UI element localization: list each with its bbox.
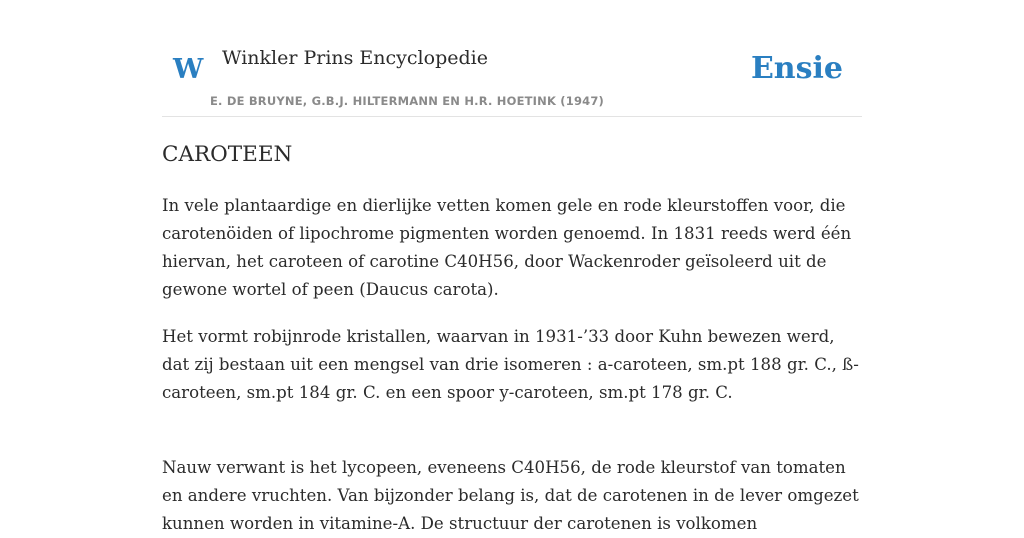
page-container <box>162 0 862 533</box>
article-title: CAROTEEN <box>162 142 293 167</box>
site-logo[interactable]: W <box>173 54 204 85</box>
site-header <box>162 0 862 117</box>
site-title[interactable]: Winkler Prins Encyclopedie <box>222 47 488 69</box>
article-paragraph: In vele plantaardige en dierlijke vetten komen gele en rode kleurstoffen voor, die carotenöiden of lipochrome pigmenten worden genoemd. In 1831 reeds werd één hiervan, het caroteen of carotine C40H56, door Wackenroder geïsoleerd uit de gewone wortel of peen (Daucus carota). <box>162 196 852 299</box>
brand-logo[interactable]: Ensie <box>750 51 843 86</box>
article-paragraph: Het vormt robijnrode kristallen, waarvan in 1931-’33 door Kuhn bewezen werd, dat zij bestaan uit een mengsel van drie isomeren : a-caroteen, sm.pt 188 gr. C., ß-caroteen, sm.pt 184 gr. C. en een spoor y-caroteen, sm.pt 178 gr. C. <box>162 327 859 402</box>
authors-line: E. DE BRUYNE, G.B.J. HILTERMANN EN H.R. HOETINK (1947) <box>210 94 605 108</box>
article-body <box>162 192 862 538</box>
article-paragraph: Nauw verwant is het lycopeen, eveneens C40H56, de rode kleurstof van tomaten en andere vruchten. Van bijzonder belang is, dat de carotenen in de lever omgezet kunnen worden in vitamine-A. De structuur der carotenen is volkomen <box>162 458 859 533</box>
